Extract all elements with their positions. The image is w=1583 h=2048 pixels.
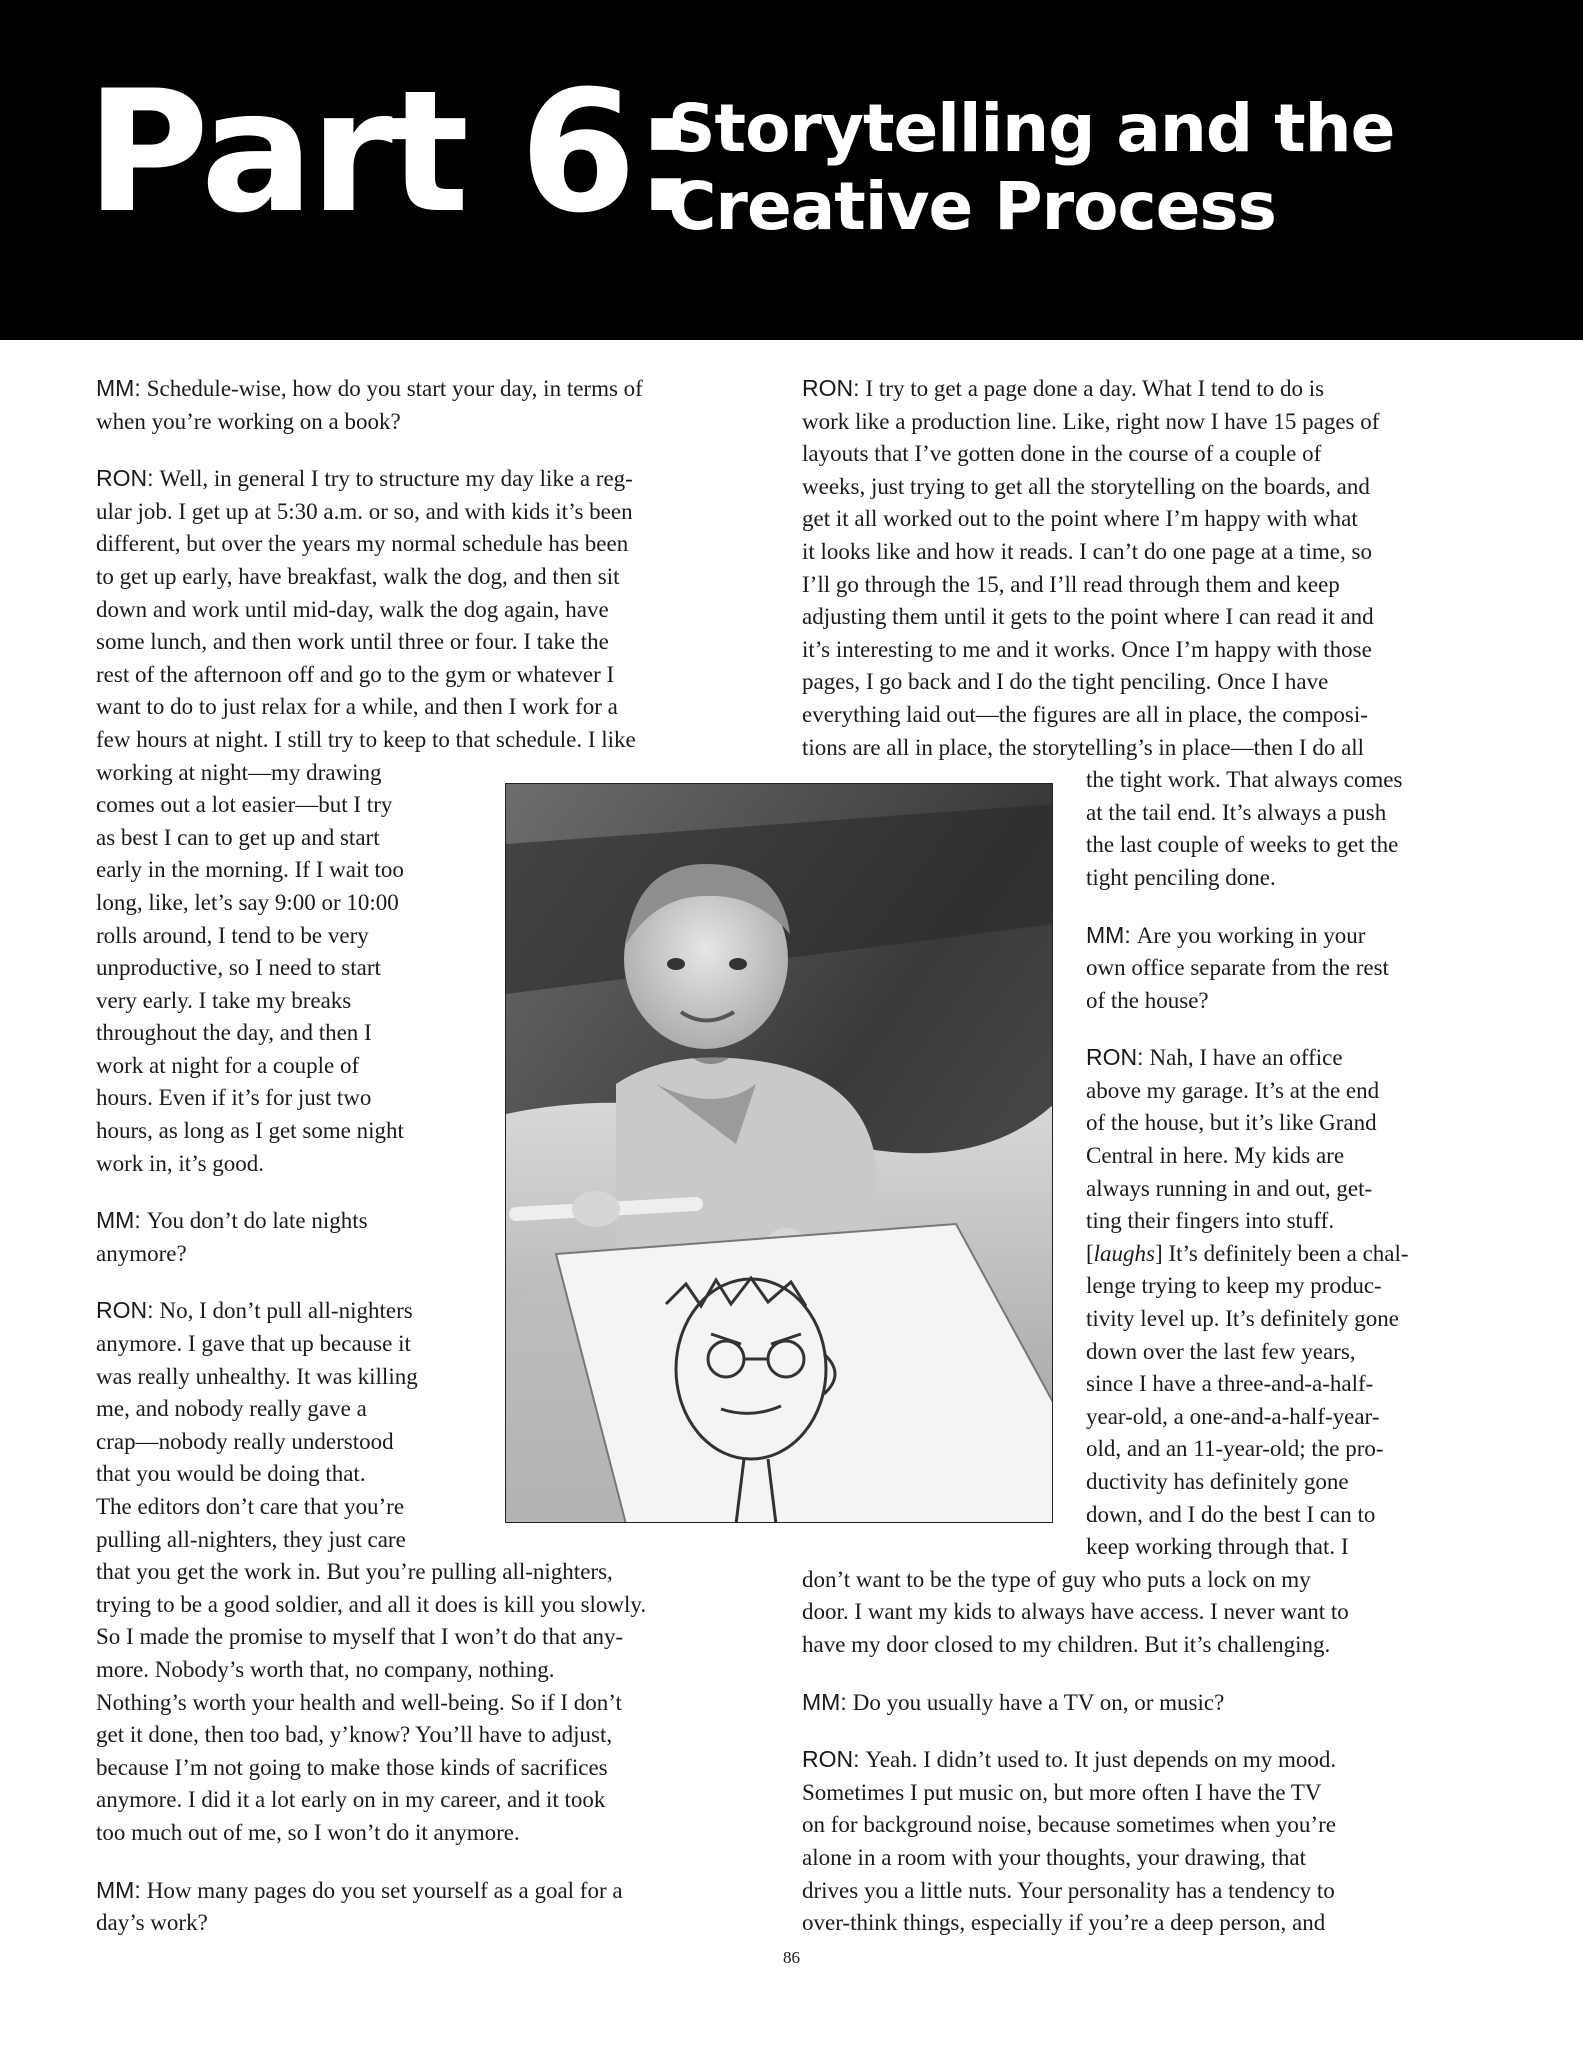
text-line: drives you a little nuts. Your personality has a tendency to [802,1877,1335,1903]
text-line: since I have a three-and-a-half- [1086,1371,1374,1397]
text-line: as best I can to get up and start [96,824,380,850]
text-line: throughout the day, and then I [96,1020,372,1046]
paragraph-mm-pages-goal [96,1874,776,1940]
text-line: anymore. I did it a lot early on in my career, and it took [96,1787,606,1813]
text-line: more. Nobody’s worth that, no company, nothing. [96,1656,555,1682]
text-line: work like a production line. Like, right now I have 15 pages of [802,408,1380,434]
speaker-label: RON: [96,1297,154,1324]
text-line: It’s definitely been a chal- [1168,1240,1409,1266]
text-line: long, like, let’s say 9:00 or 10:00 [96,889,399,915]
text-line: Central in here. My kids are [1086,1143,1345,1169]
text-line: Schedule-wise, how do you start your day, in terms of [146,376,643,401]
photo-illustration [506,784,1053,1523]
text-line: always running in and out, get- [1086,1175,1373,1201]
text-line: Sometimes I put music on, but more often I have the TV [802,1779,1322,1805]
text-line: too much out of me, so I won’t do it anymore. [96,1819,520,1845]
text-line: work in, it’s good. [96,1150,265,1176]
text-line: want to do to just relax for a while, and then I work for a [96,694,618,720]
text-line: get it done, then too bad, y’know? You’ll have to adjust, [96,1722,613,1748]
text-line: pulling all-nighters, they just care [96,1526,406,1552]
text-line: that you would be doing that. [96,1461,366,1487]
text-line: day’s work? [96,1910,208,1936]
text-line: that you get the work in. But you’re pulling all-nighters, [96,1559,613,1585]
text-line: own office separate from the rest [1086,955,1389,981]
text-line: Well, in general I try to structure my day like a reg- [159,466,633,492]
text-line: down, and I do the best I can to [1086,1501,1376,1527]
text-line: trying to be a good soldier, and all it does is kill you slowly. [96,1591,647,1617]
text-line: tight penciling done. [1086,864,1276,890]
text-line: few hours at night. I still try to keep to that schedule. I like [96,726,636,752]
part-title-line-1: Storytelling and the [668,90,1395,167]
text-line: comes out a lot easier—but I try [96,792,393,818]
text-line: everything laid out—the figures are all in place, the composi- [802,701,1368,727]
text-line: pages, I go back and I do the tight penciling. Once I have [802,669,1329,695]
speaker-label: MM: [1086,921,1131,948]
part-title-heading [668,90,1394,246]
part-title-line-2: Creative Process [668,168,1276,245]
text-line: alone in a room with your thoughts, your drawing, that [802,1844,1307,1870]
text-line: was really unhealthy. It was killing [96,1363,418,1389]
text-line: it’s interesting to me and it works. Once I’m happy with those [802,636,1372,662]
paragraph-ron-office: RON: Nah, I have an office above my garage. It’s at the end of the house, but it’s like Grand Central in here. My kids are always running in and out, get- ting their fingers into stuff. [laughs] It’s definitely been a chal- lenge trying to keep my produc- tivity level up. It’s definitely gone down over the last few years, since I have a three-and-a-half- year-old, a one-and-a-half-year- old, and an 11-year-old; the pro- ductivity has definitely gone down, and I do the best I can to keep working through that. I don’t want to be the type of guy who puts a lock on my door. I want my kids to always have access. I never want to have my door closed to my children. But it’s challenging. [802,1041,1482,1661]
text-line: ular job. I get up at 5:30 a.m. or so, and with kids it’s been [96,498,633,524]
text-line: don’t want to be the type of guy who puts a lock on my [802,1566,1311,1592]
text-line: Nothing’s worth your health and well-being. So if I don’t [96,1689,622,1715]
text-line: unproductive, so I need to start [96,955,381,981]
speaker-label: MM: [96,1876,141,1903]
text-line: at the tail end. It’s always a push [1086,799,1387,825]
text-line: lenge trying to keep my produc- [1086,1273,1382,1299]
part-number-heading: Part 6: [86,54,696,250]
speaker-label: RON: [96,465,154,492]
text-line: No, I don’t pull all-nighters [159,1298,413,1324]
text-line: Do you usually have a TV on, or music? [852,1689,1225,1715]
text-line: The editors don’t care that you’re [96,1494,405,1519]
text-line: some lunch, and then work until three or four. I take the [96,629,609,655]
speaker-label: MM: [96,1207,141,1234]
text-line: weeks, just trying to get all the storytelling on the boards, and [802,473,1370,499]
page-number: 86 [783,1948,800,1967]
text-line: Yeah. I didn’t used to. It just depends on my mood. [865,1747,1337,1773]
text-line: early in the morning. If I wait too [96,857,404,883]
paragraph-mm-tv-music [802,1686,1482,1720]
text-line: get it all worked out to the point where I’m happy with what [802,506,1358,532]
chapter-header-banner [0,0,1583,340]
text-line: on for background noise, because sometimes when you’re [802,1812,1336,1838]
text-line: of the house? [1086,987,1209,1013]
text-line: rest of the afternoon off and go to the gym or whatever I [96,661,615,687]
speaker-label: MM: [96,375,141,401]
text-line: layouts that I’ve gotten done in the course of a couple of [802,441,1322,467]
text-line: So I made the promise to myself that I won’t do that any- [96,1624,624,1650]
text-line: different, but over the years my normal schedule has been [96,531,629,557]
text-line: anymore. I gave that up because it [96,1331,411,1357]
text-line: rolls around, I tend to be very [96,922,369,948]
speaker-label: RON: [802,1746,860,1773]
text-line: I try to get a page done a day. What I tend to do is [865,376,1325,401]
paragraph-mm-schedule [96,372,776,438]
text-line: crap—nobody really understood [96,1428,394,1454]
text-line: over-think things, especially if you’re a deep person, and [802,1910,1326,1936]
text-line: You don’t do late nights [146,1208,368,1234]
text-line: very early. I take my breaks [96,987,352,1013]
text-line: old, and an 11-year-old; the pro- [1086,1436,1384,1462]
paragraph-ron-tv-music [802,1743,1482,1940]
text-line: me, and nobody really gave a [96,1396,367,1422]
text-line: work at night for a couple of [96,1052,360,1078]
text-line: I’ll go through the 15, and I’ll read through them and keep [802,571,1340,597]
text-line: the last couple of weeks to get the [1086,832,1399,858]
text-line: tions are all in place, the storytelling’s in place—then I do all [802,734,1365,760]
speaker-label: MM: [802,1688,847,1715]
text-line: above my garage. It’s at the end [1086,1077,1380,1103]
text-line: anymore? [96,1240,187,1266]
text-line: Are you working in your [1136,922,1366,948]
text-line: ting their fingers into stuff. [1086,1208,1335,1234]
text-line: down and work until mid-day, walk the dog again, have [96,596,609,622]
text-line: tivity level up. It’s definitely gone [1086,1306,1399,1332]
text-line: hours. Even if it’s for just two [96,1085,372,1111]
text-line: to get up early, have breakfast, walk the dog, and then sit [96,563,620,589]
text-line: year-old, a one-and-a-half-year- [1086,1403,1380,1429]
text-line: it looks like and how it reads. I can’t do one page at a time, so [802,538,1372,564]
text-line: working at night—my drawing [96,759,382,785]
child-drawing-photo [505,783,1053,1523]
speaker-label: RON: [802,375,860,401]
text-line: Nah, I have an office [1149,1045,1343,1071]
text-line: keep working through that. I [1086,1534,1349,1560]
text-line: of the house, but it’s like Grand [1086,1110,1377,1136]
text-line: How many pages do you set yourself as a goal for a [146,1877,623,1903]
text-line: hours, as long as I get some night [96,1118,404,1144]
text-line: down over the last few years, [1086,1338,1356,1364]
text-line: ductivity has definitely gone [1086,1469,1349,1494]
text-line: because I’m not going to make those kinds of sacrifices [96,1754,608,1780]
laughs-annotation: laughs [1093,1240,1156,1266]
text-line: door. I want my kids to always have access. I never want to [802,1599,1349,1625]
text-line: adjusting them until it gets to the point where I can read it and [802,604,1374,630]
text-line: when you’re working on a book? [96,408,401,434]
speaker-label: RON: [1086,1044,1144,1071]
text-line: have my door closed to my children. But it’s challenging. [802,1631,1331,1657]
text-line: the tight work. That always comes [1086,767,1403,793]
